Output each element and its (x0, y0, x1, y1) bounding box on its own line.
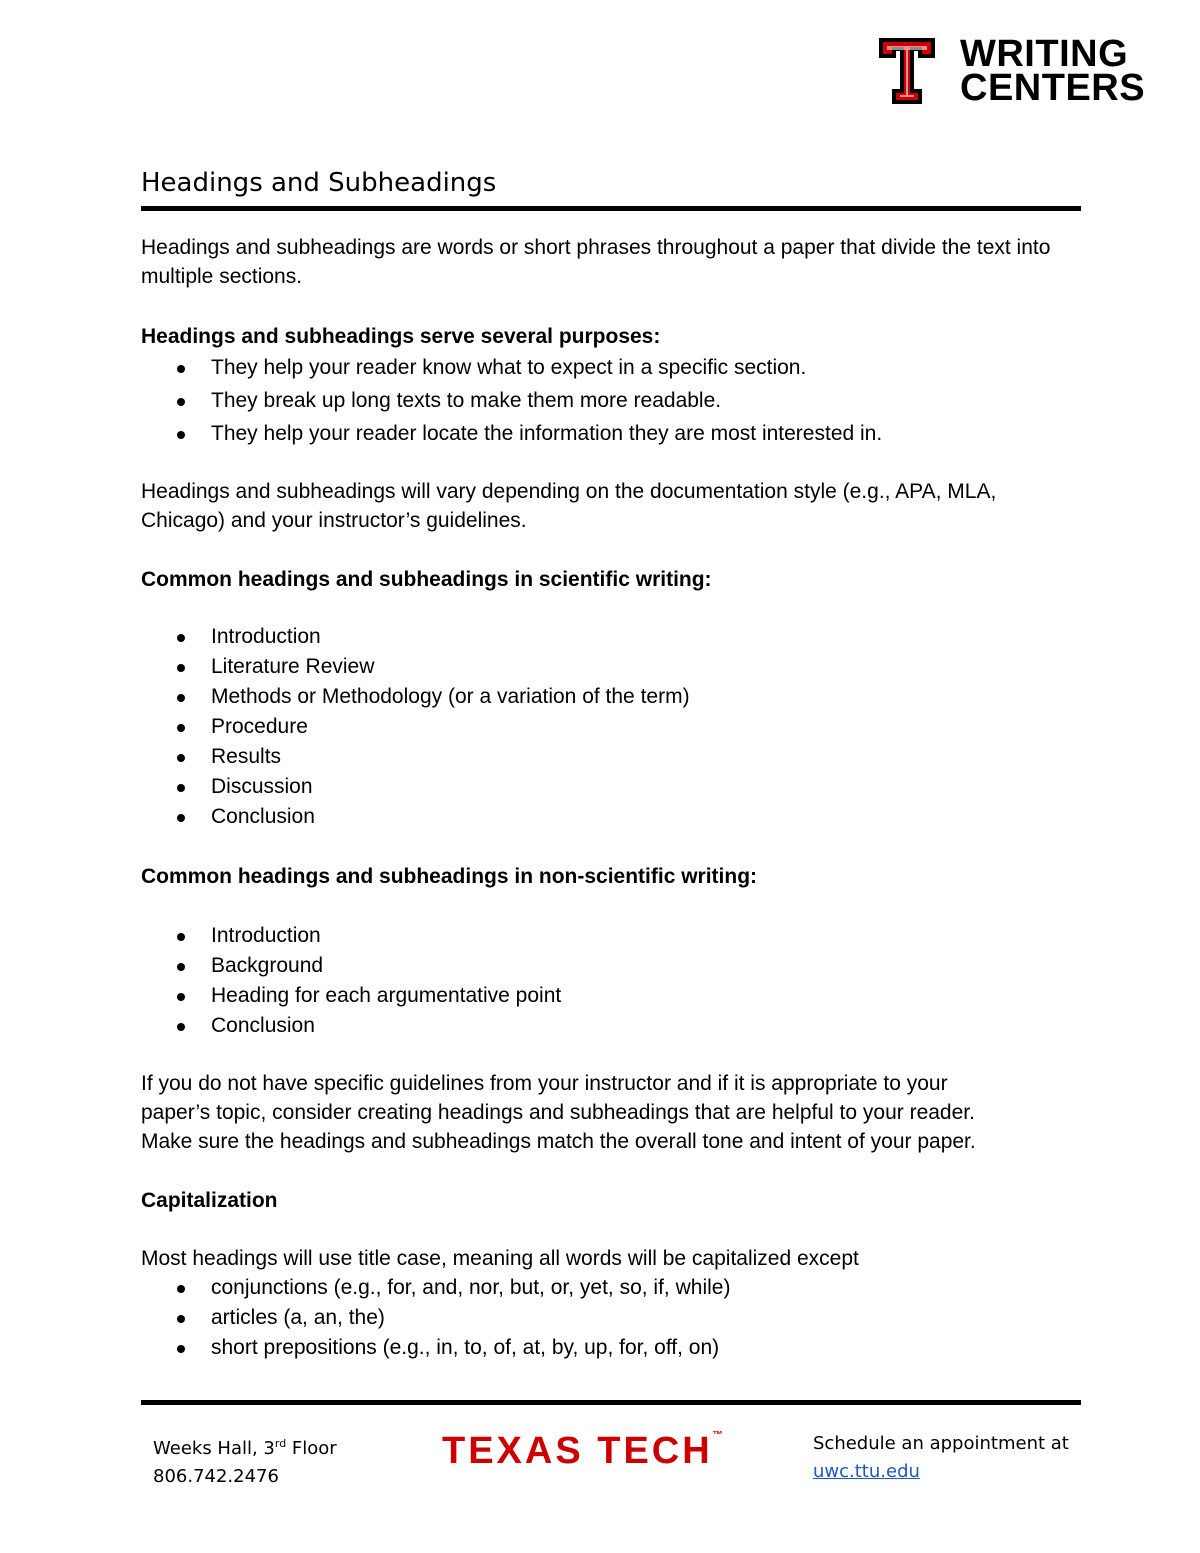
purposes-list (141, 353, 882, 449)
trademark-symbol: ™ (712, 1430, 723, 1441)
address-sup: rd (274, 1437, 287, 1450)
list-item: Literature Review (141, 652, 690, 682)
footer-phone: 806.742.2476 (153, 1466, 279, 1487)
list-item: Heading for each argumentative point (141, 981, 561, 1011)
non-scientific-heading: Common headings and subheadings in non-scientific writing: (141, 865, 758, 888)
list-item: conjunctions (e.g., for, and, nor, but, or, yet, so, if, while) (141, 1273, 730, 1303)
list-item: They break up long texts to make them more readable. (141, 386, 882, 416)
scientific-heading: Common headings and subheadings in scientific writing: (141, 568, 712, 591)
address-suffix: Floor (286, 1438, 337, 1459)
guidelines-paragraph: If you do not have specific guidelines from your instructor and if it is appropriate to your paper’s topic, consider creating headings and subheadings that are helpful to your reader. Make sure the headings and subheadings match the overall tone and intent of your paper. (141, 1072, 976, 1153)
texas-tech-wordmark: TEXAS TECH (442, 1430, 713, 1472)
list-item: Conclusion (141, 802, 690, 832)
intro-paragraph: Headings and subheadings are words or short phrases throughout a paper that divide the text into multiple sections. (141, 236, 1051, 288)
list-item: Background (141, 951, 561, 981)
capitalization-intro: Most headings will use title case, meaning all words will be capitalized except (141, 1247, 859, 1270)
list-item: Introduction (141, 921, 561, 951)
list-item: Methods or Methodology (or a variation of the term) (141, 682, 690, 712)
capitalization-list (141, 1273, 730, 1363)
list-item: Introduction (141, 622, 690, 652)
footer-divider (141, 1400, 1081, 1405)
appointment-link[interactable]: uwc.ttu.edu (813, 1461, 920, 1482)
writing-centers-logo (878, 33, 1158, 109)
logo-line-2: CENTERS (960, 67, 1146, 109)
list-item: short prepositions (e.g., in, to, of, at, by, up, for, off, on) (141, 1333, 730, 1363)
purposes-heading: Headings and subheadings serve several purposes: (141, 325, 661, 348)
header-divider (141, 206, 1081, 211)
list-item: Conclusion (141, 1011, 561, 1041)
list-item: Results (141, 742, 690, 772)
schedule-text: Schedule an appointment at (813, 1433, 1069, 1454)
footer-address (153, 1430, 337, 1491)
non-scientific-list (141, 921, 561, 1041)
list-item: Procedure (141, 712, 690, 742)
list-item: They help your reader locate the information they are most interested in. (141, 419, 882, 449)
address-prefix: Weeks Hall, 3 (153, 1438, 275, 1459)
footer-schedule (813, 1430, 1069, 1486)
capitalization-heading: Capitalization (141, 1189, 278, 1212)
double-t-icon (878, 37, 936, 105)
scientific-list (141, 622, 690, 832)
list-item: articles (a, an, the) (141, 1303, 730, 1333)
list-item: Discussion (141, 772, 690, 802)
list-item: They help your reader know what to expect in a specific section. (141, 353, 882, 383)
logo-line-1: WRITING (960, 33, 1129, 75)
texas-tech-logo (442, 1430, 723, 1473)
vary-paragraph: Headings and subheadings will vary depending on the documentation style (e.g., APA, MLA, Chicago) and your instructor’s guidelines. (141, 480, 997, 532)
page-title: Headings and Subheadings (141, 168, 497, 198)
